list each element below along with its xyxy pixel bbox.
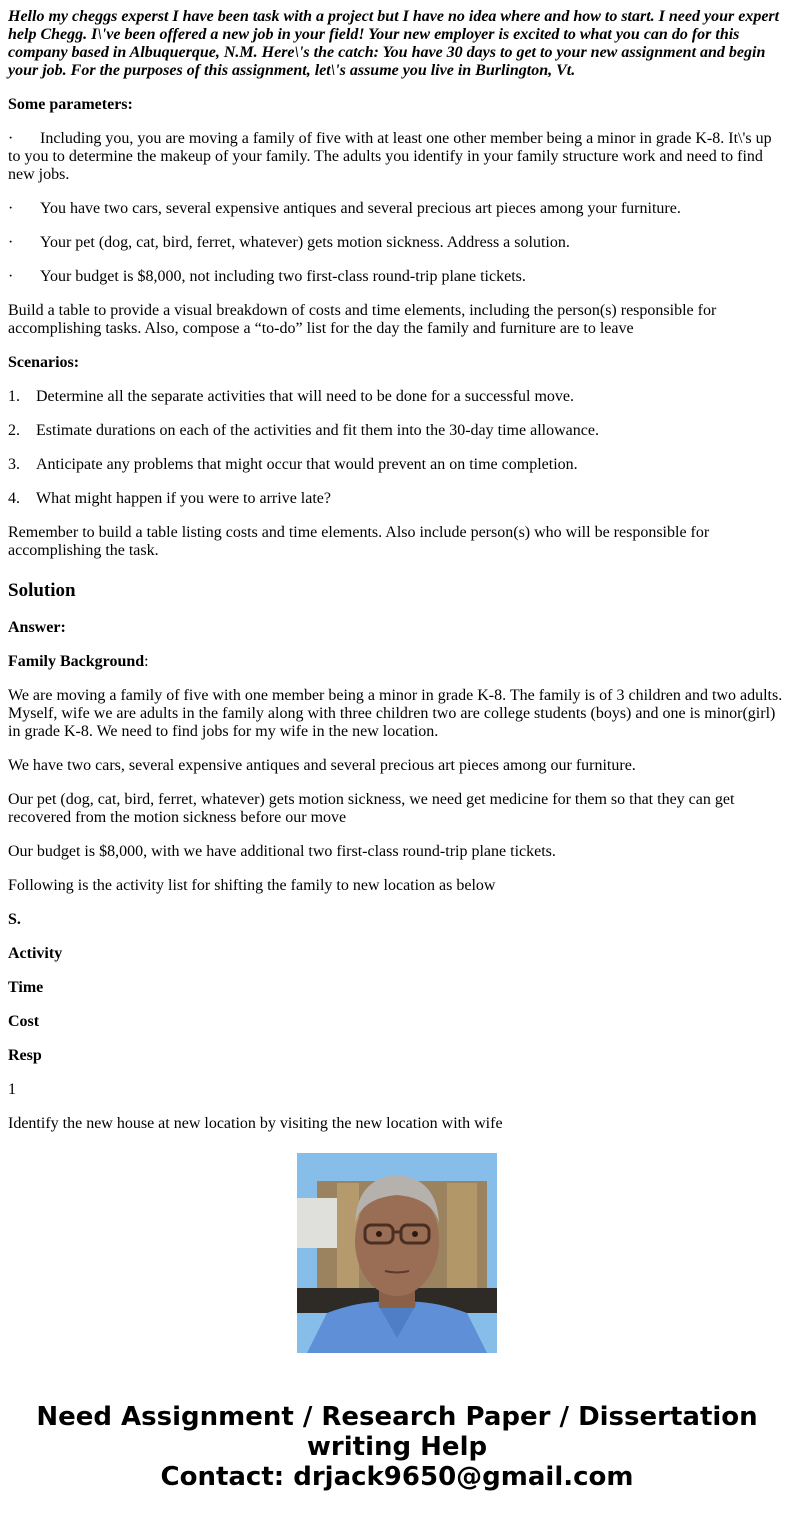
bullet-icon: · bbox=[8, 234, 14, 251]
solution-paragraph: Our budget is $8,000, with we have additional two first-class round-trip plane tickets. bbox=[8, 843, 556, 860]
parameter-item: · Including you, you are moving a family of five with at least one other member being a minor in grade K-8. It\'s up to you to determine the makeup of your family. The adults you identify in your family structure work and need to find new jobs. bbox=[8, 130, 772, 183]
scenario-item: 3. Anticipate any problems that might occur that would prevent an on time completion. bbox=[8, 456, 578, 473]
scenario-item: 2. Estimate durations on each of the activities and fit them into the 30-day time allowance. bbox=[8, 422, 599, 439]
author-photo-icon bbox=[297, 1153, 497, 1353]
build-table-instructions: Build a table to provide a visual breakdown of costs and time elements, including the person(s) responsible for accomplishing tasks. Also, compose a “to-do” list for the day the family and furniture are to leave bbox=[8, 302, 717, 337]
solution-paragraph: Our pet (dog, cat, bird, ferret, whatever) gets motion sickness, we need get medicine for them so that they can get recovered from the motion sickness before our move bbox=[8, 791, 735, 826]
footer-line-1: Need Assignment / Research Paper / Dissertation bbox=[36, 1402, 758, 1432]
bullet-icon: · bbox=[8, 130, 14, 147]
reminder-text: Remember to build a table listing costs and time elements. Also include person(s) who will be responsible for accomplishing the task. bbox=[8, 524, 710, 559]
document-content bbox=[8, 0, 786, 1132]
scenario-item: 1. Determine all the separate activities that will need to be done for a successful move. bbox=[8, 388, 575, 405]
answer-label: Answer: bbox=[8, 619, 66, 636]
footer-line-2: writing Help bbox=[306, 1432, 488, 1462]
bullet-icon: · bbox=[8, 200, 14, 217]
solution-heading: Solution bbox=[8, 580, 76, 601]
table-cell-sno: 1 bbox=[8, 1081, 16, 1098]
table-header-time: Time bbox=[8, 979, 44, 996]
question-intro: Hello my cheggs experst I have been task with a project but I have no idea where and how to start. I need your expert help Chegg. I\'ve been offered a new job in your field! Your new employer is excited to what you can do for this company based in Albuquerque, N.M. Here\'s the catch: You have 30 days to get to your new assignment and begin your job. For the purposes of this assignment, let\'s assume you live in Burlington, Vt. bbox=[8, 8, 780, 79]
table-header-resp: Resp bbox=[8, 1047, 42, 1064]
solution-paragraph: We have two cars, several expensive antiques and several precious art pieces among our furniture. bbox=[8, 757, 636, 774]
table-header-activity: Activity bbox=[8, 945, 63, 962]
contact-footer bbox=[0, 1402, 794, 1492]
scenarios-heading: Scenarios: bbox=[8, 354, 80, 371]
parameters-heading: Some parameters: bbox=[8, 96, 133, 113]
parameter-item: · You have two cars, several expensive antiques and several precious art pieces among your furniture. bbox=[8, 200, 681, 217]
table-header-cost: Cost bbox=[8, 1013, 40, 1030]
parameter-item: · Your pet (dog, cat, bird, ferret, whatever) gets motion sickness. Address a solution. bbox=[8, 234, 570, 251]
family-background-label: Family Background: bbox=[8, 653, 149, 670]
solution-paragraph: We are moving a family of five with one member being a minor in grade K-8. The family is of 3 children and two adults. Myself, wife we are adults in the family along with three children two are college students (boys) and one is minor(girl) in grade K-8. We need to find jobs for my wife in the new location. bbox=[8, 687, 783, 740]
footer-contact-email: Contact: drjack9650@gmail.com bbox=[160, 1462, 634, 1492]
scenario-item: 4. What might happen if you were to arrive late? bbox=[8, 490, 331, 507]
solution-paragraph: Following is the activity list for shifting the family to new location as below bbox=[8, 877, 496, 894]
bullet-icon: · bbox=[8, 268, 14, 285]
parameter-item: · Your budget is $8,000, not including two first-class round-trip plane tickets. bbox=[8, 268, 526, 285]
avatar bbox=[297, 1153, 497, 1353]
table-header-sno: S. bbox=[8, 911, 21, 928]
table-cell-activity: Identify the new house at new location by visiting the new location with wife bbox=[8, 1115, 503, 1132]
